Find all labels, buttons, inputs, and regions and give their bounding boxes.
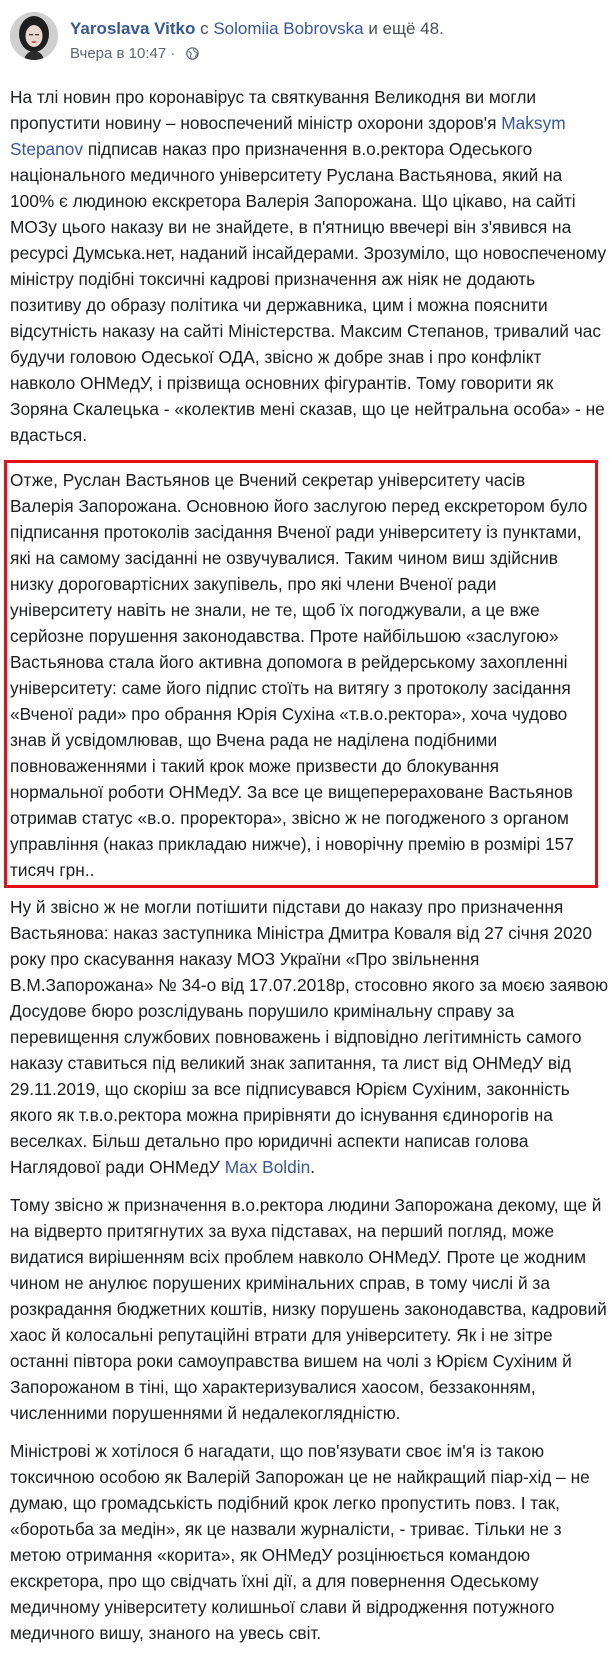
tagged-others-link[interactable]: и ещё 48. bbox=[368, 19, 444, 38]
paragraph-text: . bbox=[310, 1157, 316, 1177]
tagged-person-link[interactable]: Solomiia Bobrovska bbox=[213, 19, 364, 38]
post-paragraph-3 bbox=[10, 894, 610, 1180]
with-prefix: с bbox=[200, 19, 209, 38]
post-paragraph-2: Отже, Руслан Вастьянов це Вчений секретар університету часів Валерія Запорожана. Основною його заслугою перед екскретором було підписання протоколів засідання Вченої ради університету із пунктами, які на самому засіданні не озвучувалися. Таким чином виш здійснив низку дороговартісних закупівель, про які члени Вченої ради університету навіть не знали, не те, щоб їх погоджували, а це вже серйозне порушення законодавства. Проте найбільшою «заслугою» Вастьянова стала його активна допомога в рейдерському захопленні університету: саме його підпис стоїть на витягу з протоколу засідання «Вченої ради» про обрання Юрія Сухіна «т.в.о.ректора», хоча чудово знав й усвідомлював, що Вчена рада не наділена подібними повноваженнями і такий крок може призвести до блокування нормальної роботи ОНМедУ. За все це вищеперераховане Вастьянов отримав статус «в.о. проректора», звісно ж не погодженого з органом управління (наказ прикладаю нижче), і новорічну премію в розмірі 157 тисяч грн.. bbox=[10, 470, 588, 880]
mention-link-max-boldin[interactable]: Max Boldin bbox=[224, 1157, 311, 1177]
post-body bbox=[10, 84, 610, 1658]
avatar-photo bbox=[10, 12, 58, 60]
mention-link-maksym-stepanov[interactable]: Maksym Stepanov bbox=[10, 113, 566, 159]
author-avatar[interactable] bbox=[10, 12, 58, 60]
paragraph-text: Ну й звісно ж не могли потішити підстави до наказу про призначення Вастьянова: наказ заступника Міністра Дмитра Коваля від 27 січня 2020 року про скасування наказу МОЗ України «Про звільнення В.М.Запорожана» № 34-о від 17.07.2018р, стосовно якого за моєю заявою Досудове бюро розслідувань порушило кримінальну справу за перевищення службових повноважень і відповідно легітимність самого наказу ставиться під великий знак запитання, та лист від ОНМедУ від 29.11.2019, що скоріш за все підписувався Юрієм Сухіним, законність якого як т.в.о.ректора можна прирівняти до існування єдинорогів на веселках. Більш детально про юридичні аспекти написав голова Наглядової ради ОНМедУ bbox=[10, 897, 609, 1177]
post-timestamp[interactable]: Вчера в 10:47 bbox=[70, 45, 167, 62]
author-name-link[interactable]: Yaroslava Vitko bbox=[70, 19, 196, 38]
paragraph-text: На тлі новин про коронавірус та святкування Великодня ви могли пропустити новину – новоспечений міністр охорони здоров'я bbox=[10, 87, 537, 133]
post-paragraph-1 bbox=[10, 84, 610, 448]
post-paragraph-4: Тому звісно ж призначення в.о.ректора людини Запорожана декому, ще й на відверто притягнутих за вуха підставах, на перший погляд, може видатися вирішенням всіх проблем навколо ОНМедУ. Проте це жодним чином не анулює порушених кримінальних справ, в тому числі й за розкрадання бюджетних коштів, низку порушень законодавства, кадровий хаос й колосальні репутаційні втрати для університету. Як і не зітре останні півтора роки самоуправства вишем на чолі з Юрієм Сухіним й Запорожаном в тіні, що характеризувалися хаосом, беззаконням, численними порушеннями й недалекоглядністю. bbox=[10, 1195, 607, 1423]
post-paragraph-5: Міністрові ж хотілося б нагадати, що пов'язувати своє ім'я із такою токсичною особою як Валерій Запорожан це не найкращий піар-хід – не думаю, що громадськість подібний крок легко пропустить повз. І так, «боротьба за медін», як це назвали журналісти, - триває. Тільки не з метою отримання «корита», як ОНМедУ розцінюється командою екскретора, про що свідчать їхні дії, а для повернення Одеському медичному університету колишньої слави й відродження потужного медичного вишу, знаного на увесь світ. bbox=[10, 1441, 590, 1643]
meta-separator: · bbox=[170, 45, 176, 62]
paragraph-text: підписав наказ про призначення в.о.ректора Одеського національного медичного університету Руслана Вастьянова, який на 100% є людиною екскретора Валерія Запорожана. Що цікаво, на сайті МОЗу цього наказу ви не знайдете, в п'ятницю ввечері він з'явився на ресурсі Думська.нет, наданий інсайдерами. Зрозуміло, що новоспеченому міністру подібні токсичні кадрові призначення аж ніяк не додають позитиву до образу політика чи державника, цим і можна пояснити відсутність наказу на сайті Міністерства. Максим Степанов, тривалий час будучи головою Одеської ОДА, звісно ж добре знав і про конфлікт навколо ОНМедУ, і прізвища основних фігурантів. Тому говорити як Зоряна Скалецька - «колектив мені сказав, що це нейтральна особа» - не вдасться. bbox=[10, 139, 607, 445]
globe-icon[interactable] bbox=[186, 46, 199, 66]
post-meta bbox=[70, 44, 199, 66]
post-author-line bbox=[70, 18, 444, 40]
highlighted-paragraph-box bbox=[4, 460, 598, 888]
